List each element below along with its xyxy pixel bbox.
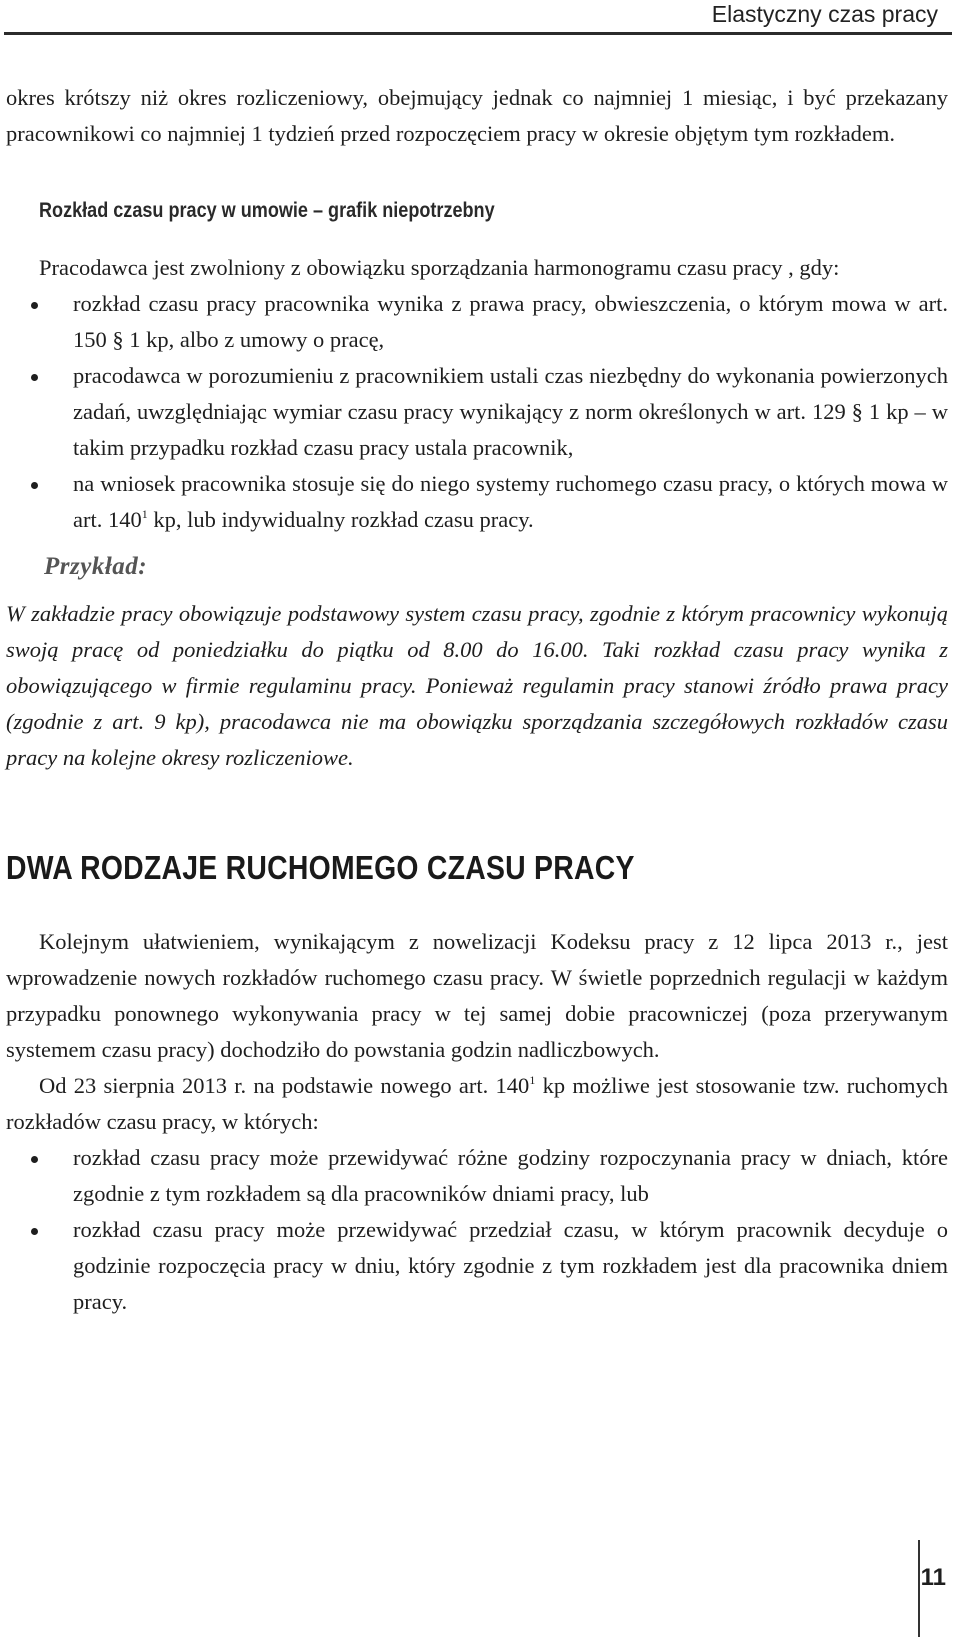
section-heading: DWA RODZAJE RUCHOMEGO CZASU PRACY (6, 849, 635, 886)
example-text: W zakładzie pracy obowiązuje podstawowy system czasu pracy, zgodnie z którym pracownicy wykonują swoją pracę od poniedziałku do piątku od 8.00 do 16.00. Taki rozkład czasu pracy wynika z obowiązującego w firmie regulaminu pracy. Ponieważ regulamin pracy stanowi źródło prawa pracy (zgodnie z art. 9 kp), pracodawca nie ma obowiązku sporządzania szczegółowych rozkładów czasu pracy na kolejne okresy rozliczeniowe. (6, 601, 948, 770)
bullet-icon (31, 482, 38, 489)
list-item (6, 466, 948, 538)
list-item (6, 286, 948, 358)
list-item-text: rozkład czasu pracy może przewidywać przedział czasu, w którym pracownik decyduje o godzinie rozpoczęcia pracy w dniu, który zgodnie z tym rozkładem jest dla pracownika dniem pracy. (73, 1217, 948, 1314)
list-item (6, 1212, 948, 1320)
header-divider (4, 32, 952, 35)
superscript: 1 (141, 506, 148, 521)
list-item (6, 358, 948, 466)
schedule-type-list (6, 1140, 948, 1320)
page-content (6, 80, 948, 1320)
list-item-text: pracodawca w porozumieniu z pracownikiem ustali czas niezbędny do wykonania powierzonych zadań, uwzględniając wymiar czasu pracy wynikający z norm określonych w art. 129 § 1 kp – w takim przypadku rozkład czasu pracy ustala pracownik, (73, 363, 948, 460)
bullet-icon (31, 1228, 38, 1235)
list-item-text: rozkład czasu pracy może przewidywać różne godziny rozpoczynania pracy w dniach, które zgodnie z tym rozkładem są dla pracowników dniami pracy, lub (73, 1145, 948, 1206)
list-item-text: rozkład czasu pracy pracownika wynika z prawa pracy, obwieszczenia, o którym mowa w art. 150 § 1 kp, albo z umowy o pracę, (73, 291, 948, 352)
subsection-heading: Rozkład czasu pracy w umowie – grafik niepotrzebny (39, 199, 495, 222)
bullet-icon (31, 302, 38, 309)
list-item-text: na wniosek pracownika stosuje się do niego systemy ruchomego czasu pracy, o których mowa w art. $140^1$ kp, lub indywidualny rozkład czasu pracy. (73, 471, 948, 532)
example-label: Przykład: (44, 553, 148, 580)
list-item (6, 1140, 948, 1212)
section-paragraph-1: Kolejnym ułatwieniem, wynikającym z nowelizacji Kodeksu pracy z 12 lipca 2013 r., jest wprowadzenie nowych rozkładów ruchomego czasu pracy. W świetle poprzednich regulacji w każdym przypadku ponownego wykonywania pracy w tej samej dobie pracowniczej (poza przerywanym systemem czasu pracy) dochodziło do powstania godzin nadliczbowych. (6, 929, 948, 1062)
section-paragraph-2: Od 23 sierpnia 2013 r. na podstawie nowego art. $140^1$ kp możliwe jest stosowanie tzw. ruchomych rozkładów czasu pracy, w których: (6, 1072, 948, 1134)
running-header-title: Elastyczny czas pracy (711, 1, 938, 27)
exemption-list (6, 286, 948, 538)
superscript: 1 (529, 1072, 536, 1087)
bullet-icon (31, 1156, 38, 1163)
intro-paragraph: okres krótszy niż okres rozliczeniowy, obejmujący jednak co najmniej 1 miesiąc, i być przekazany pracownikowi co najmniej 1 tydzień przed rozpoczęciem pracy w okresie objętym tym rozkładem. (6, 85, 948, 146)
page-number: 11 (920, 1564, 946, 1591)
bullet-icon (31, 374, 38, 381)
subsection-lead: Pracodawca jest zwolniony z obowiązku sporządzania harmonogramu czasu pracy , gdy: (39, 255, 840, 280)
